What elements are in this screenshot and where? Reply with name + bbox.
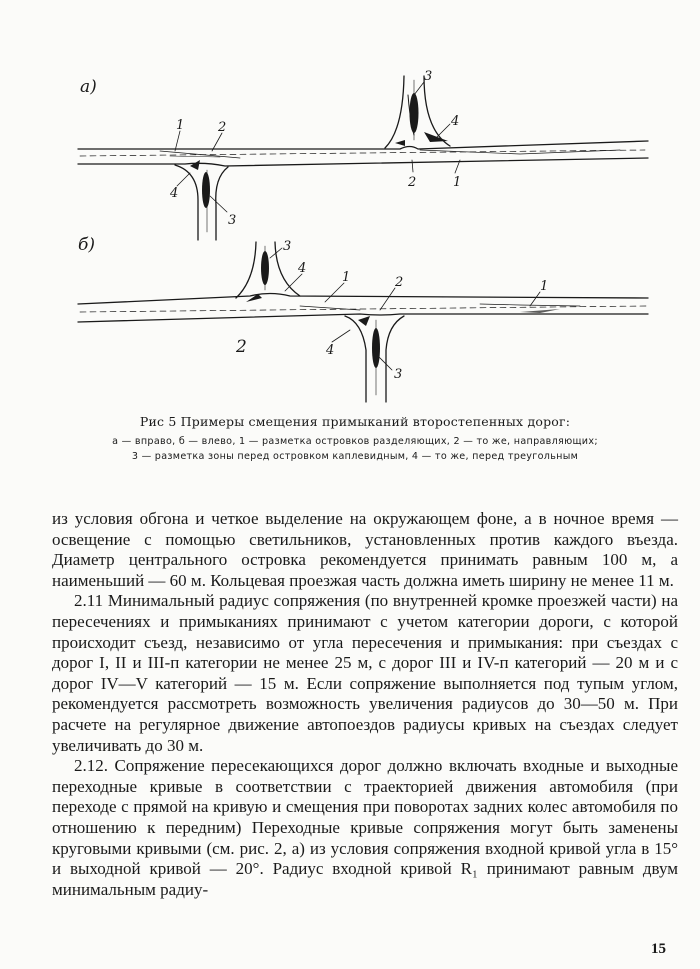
panel-b-leaders [270, 248, 540, 370]
figure-caption-title: Рис 5 Примеры смещения примыканий второстепенных дорог: [139, 414, 571, 429]
road-junction-figure [0, 0, 700, 410]
callout: 3 [394, 367, 403, 382]
panel-a-lower-branch [175, 165, 228, 240]
callout: 3 [424, 69, 433, 84]
callout: 2 [408, 175, 417, 190]
callout: 1 [453, 175, 462, 190]
callout: 1 [176, 118, 185, 133]
figure-caption-legend-line: 3 — разметка зоны перед островком каплевидным, 4 — то же, перед треугольным [131, 451, 579, 462]
paragraph: из условия обгона и четкое выделение на окружающем фоне, а в ночное время — освещение с помощью светильников, установленных против каждого въезда. Диаметр центрального островка рекомендуется принимать равным 100 м, а наименьший — 60 м. Кольцевая проезжая часть должна иметь ширину не менее 11 м. [52, 509, 678, 590]
panel-b-label: б) [78, 235, 96, 255]
callout: 1 [342, 270, 351, 285]
body-text [52, 509, 678, 900]
panel-b-main-road [78, 294, 648, 323]
paragraph: 2.11 Минимальный радиус сопряжения (по внутренней кромке проезжей части) на пересечениях и примыканиях принимают с учетом категории дороги, с которой происходит съезд, независимо от угла пересечения и примыкания: при съездах с дорог I, II и III-п категории не менее 25 м, с дорог III и IV-п категорий — 20 м и с дорог IV—V категорий — 15 м. Если сопряжение выполняется под тупым углом, рекомендуется рассмотреть возможность увеличения радиусов до 30—50 м. При расчете на регулярное движение автопоездов радиусы кривых на съездах следует увеличивать до 30 м. [52, 591, 678, 755]
marking-fills [190, 93, 560, 368]
panel-a-label: а) [80, 77, 97, 97]
callout: 4 [326, 343, 335, 358]
callout: 2 [218, 120, 227, 135]
panel-a-main-road [78, 141, 648, 166]
figure-caption-legend-line: а — вправо, б — влево, 1 — разметка островков разделяющих, 2 — то же, направляющих; [112, 436, 598, 447]
paragraph: 2.12. Сопряжение пересекающихся дорог должно включать входные и выходные переходные кривые в соответствии с траекторией движения автомобиля (при переходе с прямой на кривую и смещения при поворотах задних колес автомобиля по отношению к передним) Переходные кривые сопряжения могут быть заменены круговыми кривыми (см. рис. 2, а) из условия сопряжения входной кривой угла в 15° и выходной кривой — 20°. Радиус входной кривой R₁ принимают равным двум минимальным радиу- [52, 756, 678, 899]
callout: 3 [283, 239, 292, 254]
callout: 4 [170, 186, 179, 201]
callout: 2 [236, 337, 247, 357]
callout: 1 [540, 279, 549, 294]
callout: 4 [451, 114, 460, 129]
callout: 3 [228, 213, 237, 228]
callout: 4 [298, 261, 307, 276]
page-number: 15 [651, 941, 666, 957]
callout: 2 [395, 275, 404, 290]
